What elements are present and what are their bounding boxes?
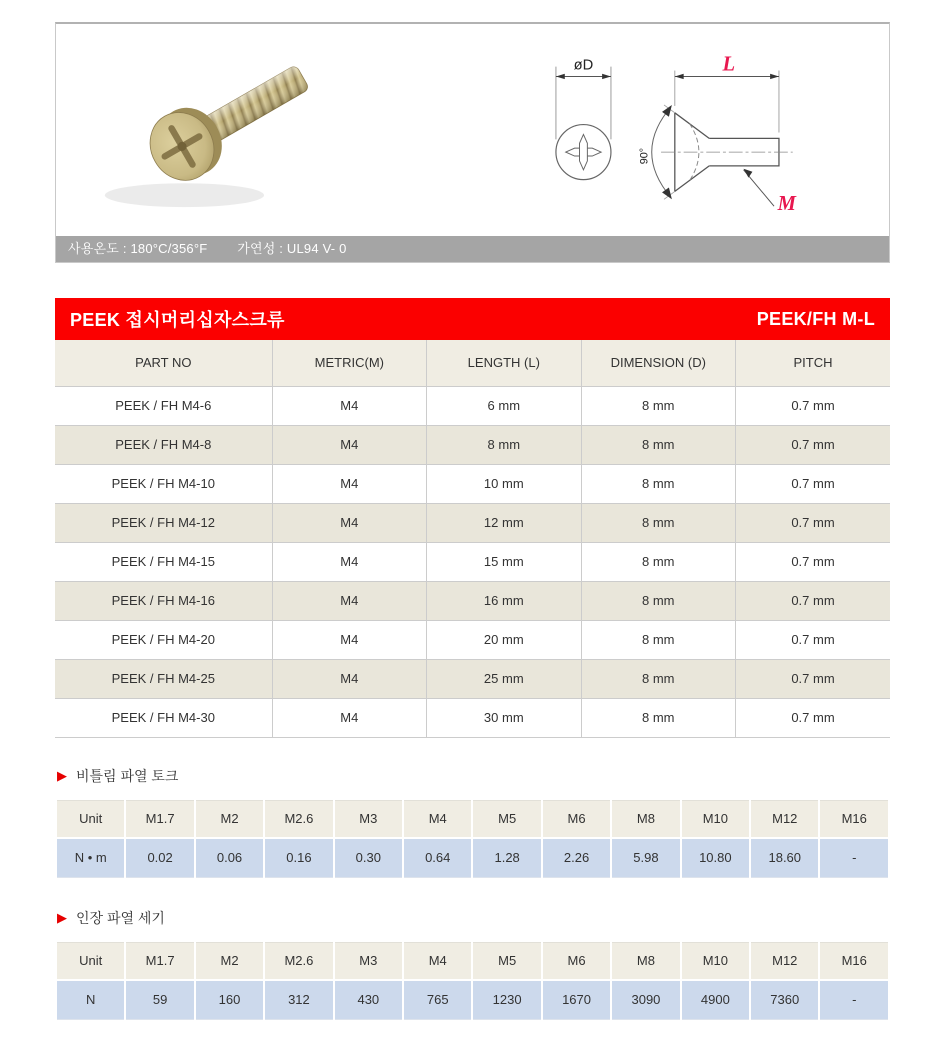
column-header-length: LENGTH (L): [427, 340, 581, 386]
size-column-header: M8: [611, 800, 680, 838]
tensile-heading-text: 인장 파열 세기: [76, 909, 165, 926]
pitch-cell: 0.7 mm: [736, 386, 891, 425]
torque-value-cell: 0.16: [264, 838, 333, 877]
torque-value-cell: 10.80: [681, 838, 750, 877]
torque-section-heading: [57, 766, 890, 786]
strength-value-cell: 430: [334, 980, 403, 1019]
screw-photo-image: [56, 24, 496, 236]
pitch-cell: 0.7 mm: [736, 581, 891, 620]
pitch-cell: 0.7 mm: [736, 425, 891, 464]
length-arrow-right-icon: [770, 74, 779, 79]
size-column-header: M16: [819, 942, 889, 980]
pitch-cell: 0.7 mm: [736, 659, 891, 698]
length-cell: 8 mm: [427, 425, 581, 464]
part-no-cell: PEEK / FH M4-25: [55, 659, 272, 698]
torsion-torque-table: [55, 800, 890, 878]
unit-column-header: Unit: [56, 800, 125, 838]
part-no-cell: PEEK / FH M4-10: [55, 464, 272, 503]
part-no-cell: PEEK / FH M4-8: [55, 425, 272, 464]
product-photo: [56, 24, 496, 236]
strength-value-cell: 7360: [750, 980, 819, 1019]
section-bullet-icon: ▶: [57, 768, 67, 783]
diameter-dimension-label: øD: [573, 57, 594, 74]
dimension-drawing-image: [496, 24, 889, 236]
product-media-row: [56, 24, 889, 236]
metric-arrow-icon: [744, 169, 753, 178]
size-column-header: M4: [403, 942, 472, 980]
torque-table-wrap: [55, 800, 890, 878]
size-column-header: M10: [681, 800, 750, 838]
dimension-cell: 8 mm: [581, 542, 735, 581]
content-column: [55, 0, 890, 1020]
length-cell: 30 mm: [427, 698, 581, 737]
dimension-cell: 8 mm: [581, 581, 735, 620]
product-title: PEEK 접시머리십자스크류: [70, 310, 285, 330]
length-cell: 15 mm: [427, 542, 581, 581]
table-row: [55, 425, 890, 464]
length-cell: 6 mm: [427, 386, 581, 425]
table-row: [55, 698, 890, 737]
size-column-header: M2: [195, 800, 264, 838]
strength-value-cell: 1230: [472, 980, 541, 1019]
column-header-pitch: PITCH: [736, 340, 891, 386]
dimension-cell: 8 mm: [581, 659, 735, 698]
size-column-header: M2: [195, 942, 264, 980]
length-cell: 10 mm: [427, 464, 581, 503]
torque-value-cell: 2.26: [542, 838, 611, 877]
metric-cell: M4: [272, 659, 426, 698]
metric-cell: M4: [272, 620, 426, 659]
table-row: [55, 542, 890, 581]
torque-value-cell: 0.06: [195, 838, 264, 877]
metric-cell: M4: [272, 542, 426, 581]
model-code: PEEK/FH M-L: [756, 308, 875, 329]
torque-value-cell: 1.28: [472, 838, 541, 877]
tensile-strength-table: [55, 942, 890, 1020]
column-header-dimension: DIMENSION (D): [581, 340, 735, 386]
strength-value-cell: -: [819, 980, 889, 1019]
unit-column-header: Unit: [56, 942, 125, 980]
length-cell: 12 mm: [427, 503, 581, 542]
metric-label: M: [777, 193, 796, 216]
column-header-metric: METRIC(M): [272, 340, 426, 386]
torque-header-row: [56, 800, 889, 838]
size-column-header: M16: [819, 800, 889, 838]
metric-cell: M4: [272, 425, 426, 464]
dim-arrow-left-icon: [556, 74, 565, 79]
length-cell: 16 mm: [427, 581, 581, 620]
pitch-cell: 0.7 mm: [736, 464, 891, 503]
table-row: [55, 386, 890, 425]
size-column-header: M12: [750, 942, 819, 980]
size-column-header: M6: [542, 800, 611, 838]
size-column-header: M5: [472, 800, 541, 838]
size-column-header: M12: [750, 800, 819, 838]
table-row: [55, 620, 890, 659]
size-column-header: M3: [334, 800, 403, 838]
size-column-header: M2.6: [264, 942, 333, 980]
size-column-header: M4: [403, 800, 472, 838]
angle-label: 90°: [638, 147, 651, 165]
tensile-value-row: [56, 980, 889, 1019]
torque-value-row: [56, 838, 889, 877]
section-bullet-icon: ▶: [57, 910, 67, 925]
table-row: [55, 503, 890, 542]
strength-value-cell: 312: [264, 980, 333, 1019]
tensile-header-row: [56, 942, 889, 980]
dimension-cell: 8 mm: [581, 503, 735, 542]
part-no-cell: PEEK / FH M4-16: [55, 581, 272, 620]
part-no-cell: PEEK / FH M4-15: [55, 542, 272, 581]
strength-value-cell: 765: [403, 980, 472, 1019]
part-no-cell: PEEK / FH M4-6: [55, 386, 272, 425]
size-column-header: M6: [542, 942, 611, 980]
unit-cell: N: [56, 980, 125, 1019]
technical-drawing: [496, 24, 889, 236]
dim-arrow-right-icon: [602, 74, 611, 79]
flammability-text: 가연성 : UL94 V- 0: [237, 241, 347, 256]
table-row: [55, 464, 890, 503]
length-dimension-label: L: [722, 53, 736, 76]
tensile-table-wrap: [55, 942, 890, 1020]
strength-value-cell: 59: [125, 980, 194, 1019]
torque-heading-text: 비틀림 파열 토크: [76, 767, 179, 784]
strength-value-cell: 160: [195, 980, 264, 1019]
product-title-bar: [55, 298, 890, 340]
size-column-header: M1.7: [125, 800, 194, 838]
usage-temperature-text: 사용온도 : 180°C/356°F: [68, 241, 208, 256]
torque-value-cell: 0.02: [125, 838, 194, 877]
part-no-cell: PEEK / FH M4-30: [55, 698, 272, 737]
size-column-header: M3: [334, 942, 403, 980]
size-column-header: M5: [472, 942, 541, 980]
dimension-cell: 8 mm: [581, 464, 735, 503]
phillips-cross-glyph: [566, 134, 601, 169]
product-overview-panel: [55, 22, 890, 263]
spec-bar: [56, 236, 889, 262]
unit-cell: N • m: [56, 838, 125, 877]
size-column-header: M2.6: [264, 800, 333, 838]
torque-value-cell: -: [819, 838, 889, 877]
pitch-cell: 0.7 mm: [736, 620, 891, 659]
table-row: [55, 659, 890, 698]
metric-cell: M4: [272, 581, 426, 620]
part-spec-table: [55, 340, 890, 738]
metric-cell: M4: [272, 464, 426, 503]
dimension-cell: 8 mm: [581, 425, 735, 464]
strength-value-cell: 1670: [542, 980, 611, 1019]
length-cell: 25 mm: [427, 659, 581, 698]
dimension-cell: 8 mm: [581, 698, 735, 737]
strength-value-cell: 4900: [681, 980, 750, 1019]
photo-shadow: [105, 183, 264, 207]
pitch-cell: 0.7 mm: [736, 698, 891, 737]
length-cell: 20 mm: [427, 620, 581, 659]
tensile-section-heading: [57, 908, 890, 928]
dimension-cell: 8 mm: [581, 620, 735, 659]
torque-value-cell: 0.30: [334, 838, 403, 877]
pitch-cell: 0.7 mm: [736, 503, 891, 542]
part-spec-header-row: [55, 340, 890, 386]
table-row: [55, 581, 890, 620]
part-no-cell: PEEK / FH M4-20: [55, 620, 272, 659]
metric-cell: M4: [272, 386, 426, 425]
dimension-cell: 8 mm: [581, 386, 735, 425]
torque-value-cell: 5.98: [611, 838, 680, 877]
metric-cell: M4: [272, 698, 426, 737]
size-column-header: M1.7: [125, 942, 194, 980]
part-no-cell: PEEK / FH M4-12: [55, 503, 272, 542]
length-arrow-left-icon: [675, 74, 684, 79]
pitch-cell: 0.7 mm: [736, 542, 891, 581]
size-column-header: M8: [611, 942, 680, 980]
column-header-part-no: PART NO: [55, 340, 272, 386]
strength-value-cell: 3090: [611, 980, 680, 1019]
length-extension-lines: [675, 71, 779, 133]
size-column-header: M10: [681, 942, 750, 980]
torque-value-cell: 0.64: [403, 838, 472, 877]
metric-cell: M4: [272, 503, 426, 542]
torque-value-cell: 18.60: [750, 838, 819, 877]
